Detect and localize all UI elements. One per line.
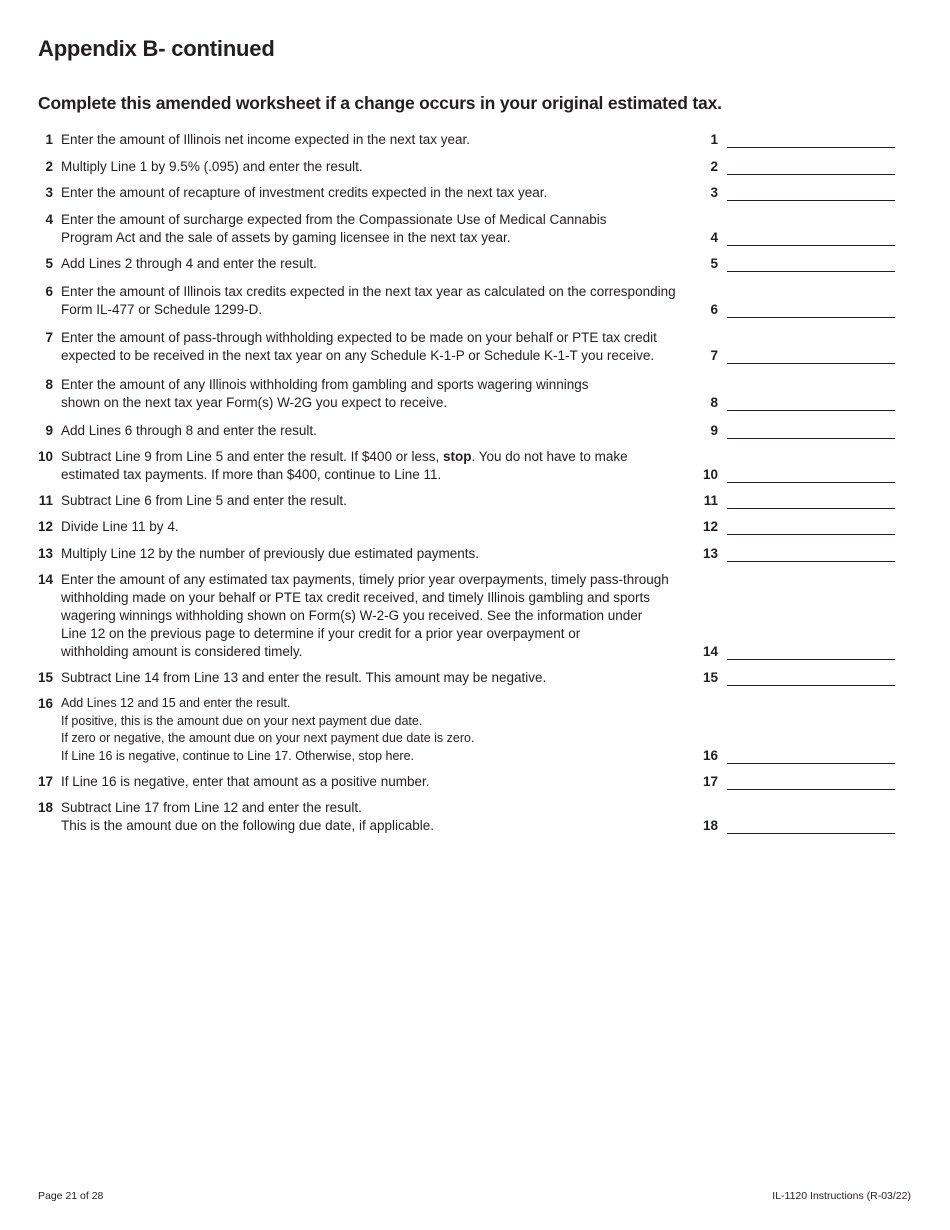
field-number: 17 (702, 774, 718, 789)
field-number: 3 (710, 185, 718, 200)
field-number: 13 (702, 546, 718, 561)
line-8-amount-field[interactable] (727, 396, 895, 411)
line-instruction: Subtract Line 14 from Line 13 and enter the result. This amount may be negative. (61, 670, 547, 685)
line-instruction: Enter the amount of any estimated tax payments, timely prior year overpayments, timely pass-through withholding made on your behalf or PTE tax credit received, and timely Illinois gambling and sports wagering winnings withholding shown on Form(s) W-2-G you received. See the information under Line 12 on the previous page to determine if your credit for a prior year overpayment or withholding amount is considered timely. (61, 572, 669, 659)
line-number: 6 (45, 284, 53, 299)
line-instruction: Enter the amount of surcharge expected from the Compassionate Use of Medical Cannabis Program Act and the sale of assets by gaming licensee in the next tax year. (61, 212, 607, 245)
line-number: 17 (37, 774, 53, 789)
line-number: 8 (45, 377, 53, 392)
field-number: 7 (710, 348, 718, 363)
line-instruction: Add Lines 12 and 15 and enter the result. If positive, this is the amount due on your next payment due date. If zero or negative, the amount due on your next payment due date is zero. If Line 16 is negative, continue to Line 17. Otherwise, stop here. (61, 696, 475, 763)
line-instruction: Enter the amount of any Illinois withholding from gambling and sports wagering winnings shown on the next tax year Form(s) W-2G you expect to receive. (61, 377, 589, 410)
line-number: 4 (45, 212, 53, 227)
line-14-amount-field[interactable] (727, 645, 895, 660)
line-instruction-part: Subtract Line 9 from Line 5 and enter the result. If $400 or less, (61, 449, 443, 464)
line-number: 2 (45, 159, 53, 174)
line-number: 13 (37, 546, 53, 561)
line-18-amount-field[interactable] (727, 819, 895, 834)
line-5-amount-field[interactable] (727, 257, 895, 272)
form-identifier: IL-1120 Instructions (R-03/22) (772, 1190, 911, 1202)
line-instruction: Enter the amount of Illinois net income expected in the next tax year. (61, 132, 470, 147)
line-number: 12 (37, 519, 53, 534)
line-number: 11 (38, 493, 53, 508)
line-instruction: Multiply Line 12 by the number of previously due estimated payments. (61, 546, 479, 561)
line-16-amount-field[interactable] (727, 749, 895, 764)
line-number: 16 (37, 696, 53, 711)
field-number: 18 (702, 818, 718, 833)
line-12-amount-field[interactable] (727, 520, 895, 535)
line-instruction: Subtract Line 17 from Line 12 and enter the result. This is the amount due on the following due date, if applicable. (61, 800, 434, 833)
field-number: 9 (710, 423, 718, 438)
line-instruction: If Line 16 is negative, enter that amount as a positive number. (61, 774, 430, 789)
field-number: 14 (702, 644, 718, 659)
field-number: 2 (710, 159, 718, 174)
line-instruction: Enter the amount of pass-through withholding expected to be made on your behalf or PTE tax credit expected to be received in the next tax year on any Schedule K-1-P or Schedule K-1-T you receive. (61, 330, 657, 363)
line-13-amount-field[interactable] (727, 547, 895, 562)
field-number: 4 (710, 230, 718, 245)
line-number: 14 (37, 572, 53, 587)
line-number: 10 (37, 449, 53, 464)
field-number: 12 (702, 519, 718, 534)
line-number: 9 (45, 423, 53, 438)
line-instruction-part: . You do not have to make estimated tax payments. If more than $400, continue to Line 11. (61, 449, 628, 482)
stop-emphasis: stop (442, 449, 472, 464)
field-number: 1 (710, 132, 718, 147)
line-4-amount-field[interactable] (727, 231, 895, 246)
line-7-amount-field[interactable] (727, 349, 895, 364)
field-number: 15 (702, 670, 718, 685)
line-instruction: Enter the amount of recapture of investment credits expected in the next tax year. (61, 185, 548, 200)
page-number: Page 21 of 28 (38, 1190, 104, 1202)
line-instruction (61, 448, 691, 484)
line-1-amount-field[interactable] (727, 133, 895, 148)
line-2-amount-field[interactable] (727, 160, 895, 175)
line-instruction: Multiply Line 1 by 9.5% (.095) and enter the result. (61, 159, 363, 174)
field-number: 5 (710, 256, 718, 271)
field-number: 10 (702, 467, 718, 482)
page-title: Appendix B- continued (38, 36, 275, 61)
line-number: 5 (45, 256, 53, 271)
line-17-amount-field[interactable] (727, 775, 895, 790)
line-instruction: Add Lines 6 through 8 and enter the result. (61, 423, 317, 438)
line-instruction: Divide Line 11 by 4. (61, 519, 179, 534)
field-number: 11 (703, 493, 718, 508)
line-number: 7 (45, 330, 53, 345)
field-number: 6 (710, 302, 718, 317)
line-instruction: Subtract Line 6 from Line 5 and enter the result. (61, 493, 347, 508)
line-11-amount-field[interactable] (727, 494, 895, 509)
line-number: 15 (37, 670, 53, 685)
line-9-amount-field[interactable] (727, 424, 895, 439)
line-3-amount-field[interactable] (727, 186, 895, 201)
field-number: 16 (702, 748, 718, 763)
worksheet-subtitle: Complete this amended worksheet if a change occurs in your original estimated tax. (38, 93, 722, 113)
line-instruction: Enter the amount of Illinois tax credits expected in the next tax year as calculated on the corresponding Form IL-477 or Schedule 1299-D. (61, 284, 676, 317)
line-instruction: Add Lines 2 through 4 and enter the result. (61, 256, 317, 271)
line-number: 3 (45, 185, 53, 200)
line-number: 18 (37, 800, 53, 815)
line-15-amount-field[interactable] (727, 671, 895, 686)
field-number: 8 (710, 395, 718, 410)
line-10-amount-field[interactable] (727, 468, 895, 483)
line-6-amount-field[interactable] (727, 303, 895, 318)
line-number: 1 (45, 132, 53, 147)
